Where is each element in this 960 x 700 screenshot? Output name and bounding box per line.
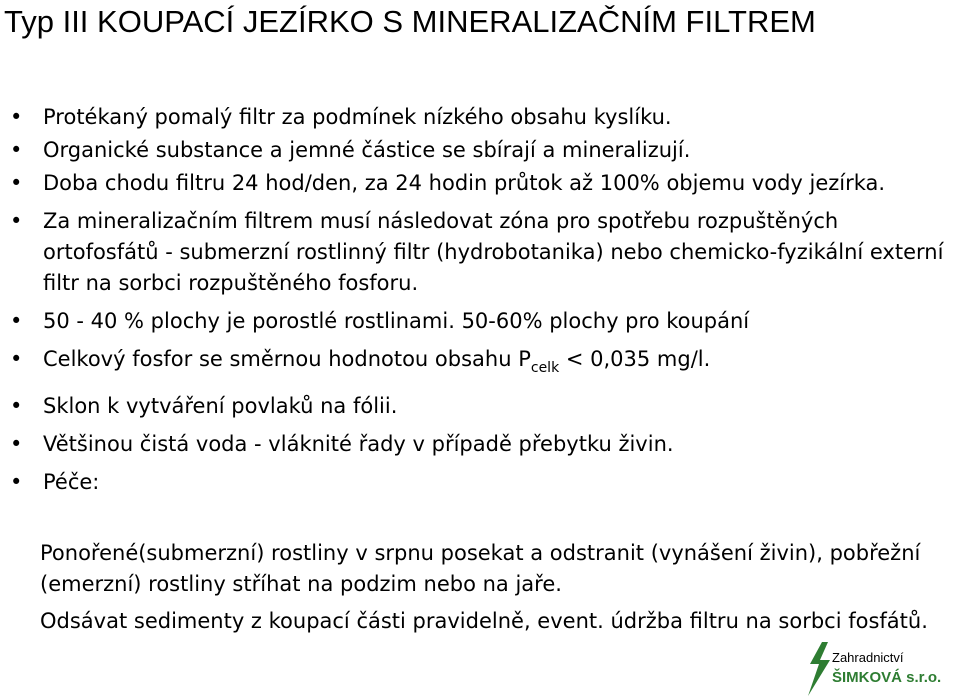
bullet-item xyxy=(0,344,960,384)
logo-text-bottom: ŠIMKOVÁ s.r.o. xyxy=(832,669,942,686)
bullet-item xyxy=(0,391,960,422)
bullet-text-after: < 0,035 mg/l. xyxy=(559,347,711,371)
bullet-text: Protékaný pomalý filtr za podmínek nízkého obsahu kyslíku. xyxy=(43,105,672,129)
bullet-text: Organické substance a jemné částice se sbírají a mineralizují. xyxy=(43,138,691,162)
logo-text-top: Zahradnictví xyxy=(832,650,904,665)
bullet-subscript: celk xyxy=(530,360,560,376)
page-title: Typ III KOUPACÍ JEZÍRKO S MINERALIZAČNÍM FILTREM xyxy=(4,4,816,39)
bullet-dot: • xyxy=(10,470,23,494)
bullet-dot: • xyxy=(10,171,23,195)
bullet-text: 50 - 40 % plochy je porostlé rostlinami. 50-60% plochy pro koupání xyxy=(43,309,750,333)
care-paragraph: Odsávat sedimenty z koupací části pravidelně, event. údržba filtru na sorbci fosfátů. xyxy=(40,609,928,633)
bullet-text: Péče: xyxy=(43,470,100,494)
bullet-dot: • xyxy=(10,209,23,233)
bullet-item xyxy=(0,168,960,199)
bullet-text: Sklon k vytváření povlaků na fólii. xyxy=(43,394,398,418)
bullet-item xyxy=(0,467,960,498)
bullet-item xyxy=(0,206,960,299)
bullet-item xyxy=(0,306,960,337)
bullet-dot: • xyxy=(10,347,23,371)
bullet-text: Za mineralizačním filtrem musí následovat zóna pro spotřebu rozpuštěných ortofosfátů - submerzní rostlinný filtr (hydrobotanika) nebo chemicko-fyzikální externí filtr na sorbci rozpuštěného fosforu. xyxy=(43,209,944,295)
bullet-dot: • xyxy=(10,432,23,456)
bullet-dot: • xyxy=(10,138,23,162)
bullet-dot: • xyxy=(10,394,23,418)
bullet-dot: • xyxy=(10,309,23,333)
bullet-text-before: Celkový fosfor se směrnou hodnotou obsahu P xyxy=(43,347,531,371)
care-paragraph: Ponořené(submerzní) rostliny v srpnu posekat a odstranit (vynášení živin), pobřežní (emerzní) rostliny stříhat na podzim nebo na jaře. xyxy=(40,541,921,596)
bullet-dot: • xyxy=(10,105,23,129)
bullet-text: Většinou čistá voda - vláknité řady v případě přebytku živin. xyxy=(43,432,674,456)
bullet-item xyxy=(0,102,960,133)
bullet-list xyxy=(0,102,960,505)
bullet-text: Doba chodu filtru 24 hod/den, za 24 hodin průtok až 100% objemu vody jezírka. xyxy=(43,171,886,195)
bullet-item xyxy=(0,429,960,460)
company-logo xyxy=(804,642,956,696)
logo-lightning-icon xyxy=(804,642,834,696)
bullet-item xyxy=(0,135,960,166)
